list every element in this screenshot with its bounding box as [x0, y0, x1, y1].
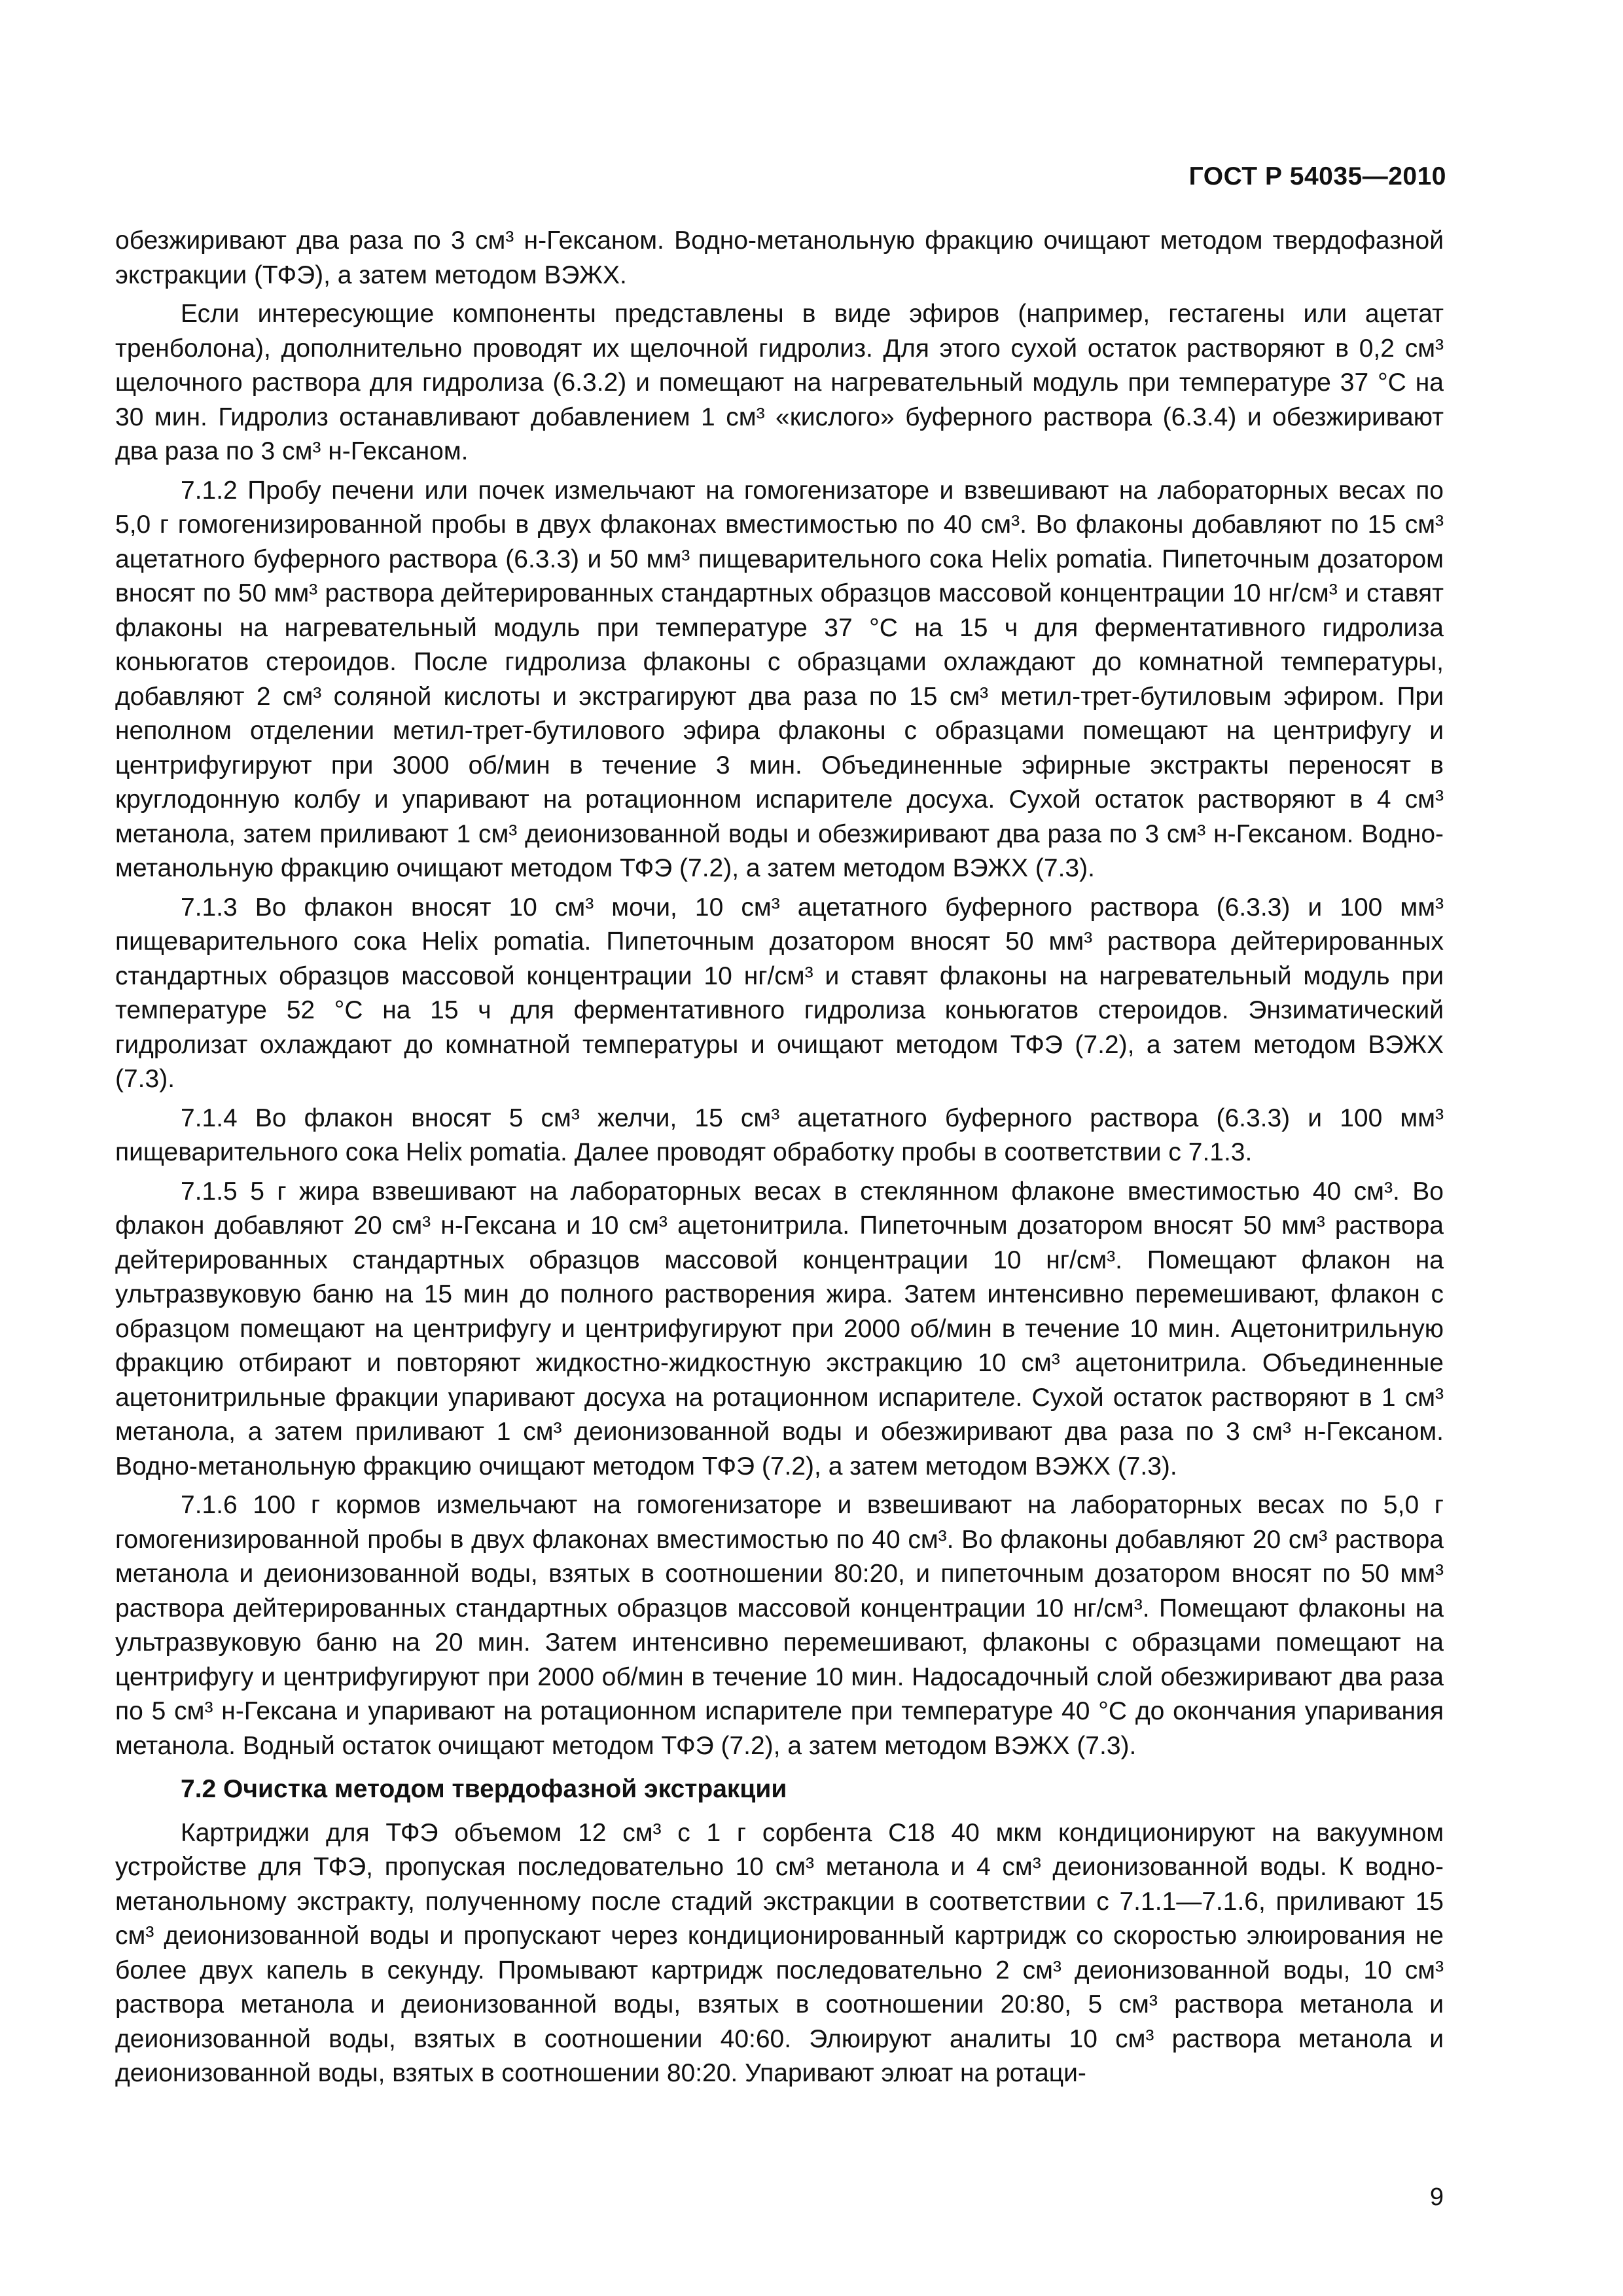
- paragraph-7-2: Картриджи для ТФЭ объемом 12 см³ с 1 г сорбента С18 40 мкм кондиционируют на вакуумном устройстве для ТФЭ, пропуская последовательно 10 см³ метанола и 4 см³ деионизованной воды. К водно-метанольному экстракту, полученному после стадий экстракции в соответствии с 7.1.1—7.1.6, приливают 15 см³ деионизованной воды и пропускают через кондиционированный картридж со скоростью элюирования не более двух капель в секунду. Промывают картридж последовательно 2 см³ деионизованной воды, 10 см³ раствора метанола и деионизованной воды, взятых в соотношении 20:80, 5 см³ раствора метанола и деионизованной воды, взятых в соотношении 40:60. Элюируют аналиты 10 см³ раствора метанола и деионизованной воды, взятых в соотношении 80:20. Упаривают элюат на ротаци-: [115, 1818, 1444, 2087]
- paragraph-7-1-6: 7.1.6 100 г кормов измельчают на гомогенизаторе и взвешивают на лабораторных весах по 5,0 г гомогенизированной пробы в двух флаконах вместимостью по 40 см³. Во флаконы добавляют 20 см³ раствора метанола и деионизованной воды, взятых в соотношении 80:20, и пипеточным дозатором вносят по 50 мм³ раствора дейтерированных стандартных образцов массовой концентрации 10 нг/см³. Помещают флаконы на ультразвуковую баню на 20 мин. Затем интенсивно перемешивают, флаконы с образцами помещают на центрифугу и центрифугируют при 2000 об/мин в течение 10 мин. Надосадочный слой обезжиривают два раза по 5 см³ н-Гексана и упаривают на ротационном испарителе при температуре 40 °С до окончания упаривания метанола. Водный остаток очищают методом ТФЭ (7.2), а затем методом ВЭЖХ (7.3).: [115, 1491, 1444, 1760]
- paragraph-continuation: обезжиривают два раза по 3 см³ н-Гексаном. Водно-метанольную фракцию очищают методом твердофазной экстракции (ТФЭ), а затем методом ВЭЖХ.: [115, 226, 1444, 289]
- paragraph-7-1-2: 7.1.2 Пробу печени или почек измельчают на гомогенизаторе и взвешивают на лабораторных весах по 5,0 г гомогенизированной пробы в двух флаконах вместимостью по 40 см³. Во флаконы добавляют по 15 см³ ацетатного буферного раствора (6.3.3) и 50 мм³ пищеварительного сока Helix pomatia. Пипеточным дозатором вносят по 50 мм³ раствора дейтерированных стандартных образцов массовой концентрации 10 нг/см³ и ставят флаконы на нагревательный модуль при температуре 37 °С на 15 ч для ферментативного гидролиза коньюгатов стероидов. После гидролиза флаконы с образцами охлаждают до комнатной температуры, добавляют 2 см³ соляной кислоты и экстрагируют два раза по 15 см³ метил-трет-бутиловым эфиром. При неполном отделении метил-трет-бутилового эфира флаконы с образцами помещают на центрифугу и центрифугируют при 3000 об/мин в течение 3 мин. Объединенные эфирные экстракты переносят в круглодонную колбу и упаривают на ротационном испарителе досуха. Сухой остаток растворяют в 4 см³ метанола, затем приливают 1 см³ деионизованной воды и обезжиривают два раза по 3 см³ н-Гексаном. Водно-метанольную фракцию очищают методом ТФЭ (7.2), а затем методом ВЭЖХ (7.3).: [115, 476, 1444, 882]
- section-heading-7-2: 7.2 Очистка методом твердофазной экстракции: [181, 1775, 787, 1803]
- paragraph-7-1-5: 7.1.5 5 г жира взвешивают на лабораторных весах в стеклянном флаконе вместимостью 40 см³. Во флакон добавляют 20 см³ н-Гексана и 10 см³ ацетонитрила. Пипеточным дозатором вносят 50 мм³ раствора дейтерированных стандартных образцов массовой концентрации 10 нг/см³. Помещают флакон на ультразвуковую баню на 15 мин до полного растворения жира. Затем интенсивно перемешивают, флакон с образцом помещают на центрифугу и центрифугируют при 2000 об/мин в течение 10 мин. Ацетонитрильную фракцию отбирают и повторяют жидкостно-жидкостную экстракцию 10 см³ ацетонитрила. Объединенные ацетонитрильные фракции упаривают досуха на ротационном испарителе. Сухой остаток растворяют в 1 см³ метанола, а затем приливают 1 см³ деионизованной воды и обезжиривают два раза по 3 см³ н-Гексаном. Водно-метанольную фракцию очищают методом ТФЭ (7.2), а затем методом ВЭЖХ (7.3).: [115, 1177, 1444, 1480]
- paragraph-hydrolysis: Если интересующие компоненты представлены в виде эфиров (например, гестагены или ацетат тренболона), дополнительно проводят их щелочной гидролиз. Для этого сухой остаток растворяют в 0,2 см³ щелочного раствора для гидролиза (6.3.2) и помещают на нагревательный модуль при температуре 37 °С на 30 мин. Гидролиз останавливают добавлением 1 см³ «кислого» буферного раствора (6.3.4) и обезжиривают два раза по 3 см³ н-Гексаном.: [115, 300, 1444, 465]
- paragraph-7-1-4: 7.1.4 Во флакон вносят 5 см³ желчи, 15 см³ ацетатного буферного раствора (6.3.3) и 100 мм³ пищеварительного сока Helix pomatia. Далее проводят обработку пробы в соответствии с 7.1.3.: [115, 1103, 1444, 1166]
- document-body: [115, 224, 1444, 2096]
- standard-number: ГОСТ Р 54035—2010: [1188, 162, 1446, 190]
- page-number: 9: [1429, 2183, 1444, 2211]
- paragraph-7-1-3: 7.1.3 Во флакон вносят 10 см³ мочи, 10 см³ ацетатного буферного раствора (6.3.3) и 100 мм³ пищеварительного сока Helix pomatia. Пипеточным дозатором вносят 50 мм³ раствора дейтерированных стандартных образцов массовой концентрации 10 нг/см³ и ставят флаконы на нагревательный модуль при температуре 52 °С на 15 ч для ферментативного гидролиза коньюгатов стероидов. Энзиматический гидролизат охлаждают до комнатной температуры и очищают методом ТФЭ (7.2), а затем методом ВЭЖХ (7.3).: [115, 893, 1444, 1093]
